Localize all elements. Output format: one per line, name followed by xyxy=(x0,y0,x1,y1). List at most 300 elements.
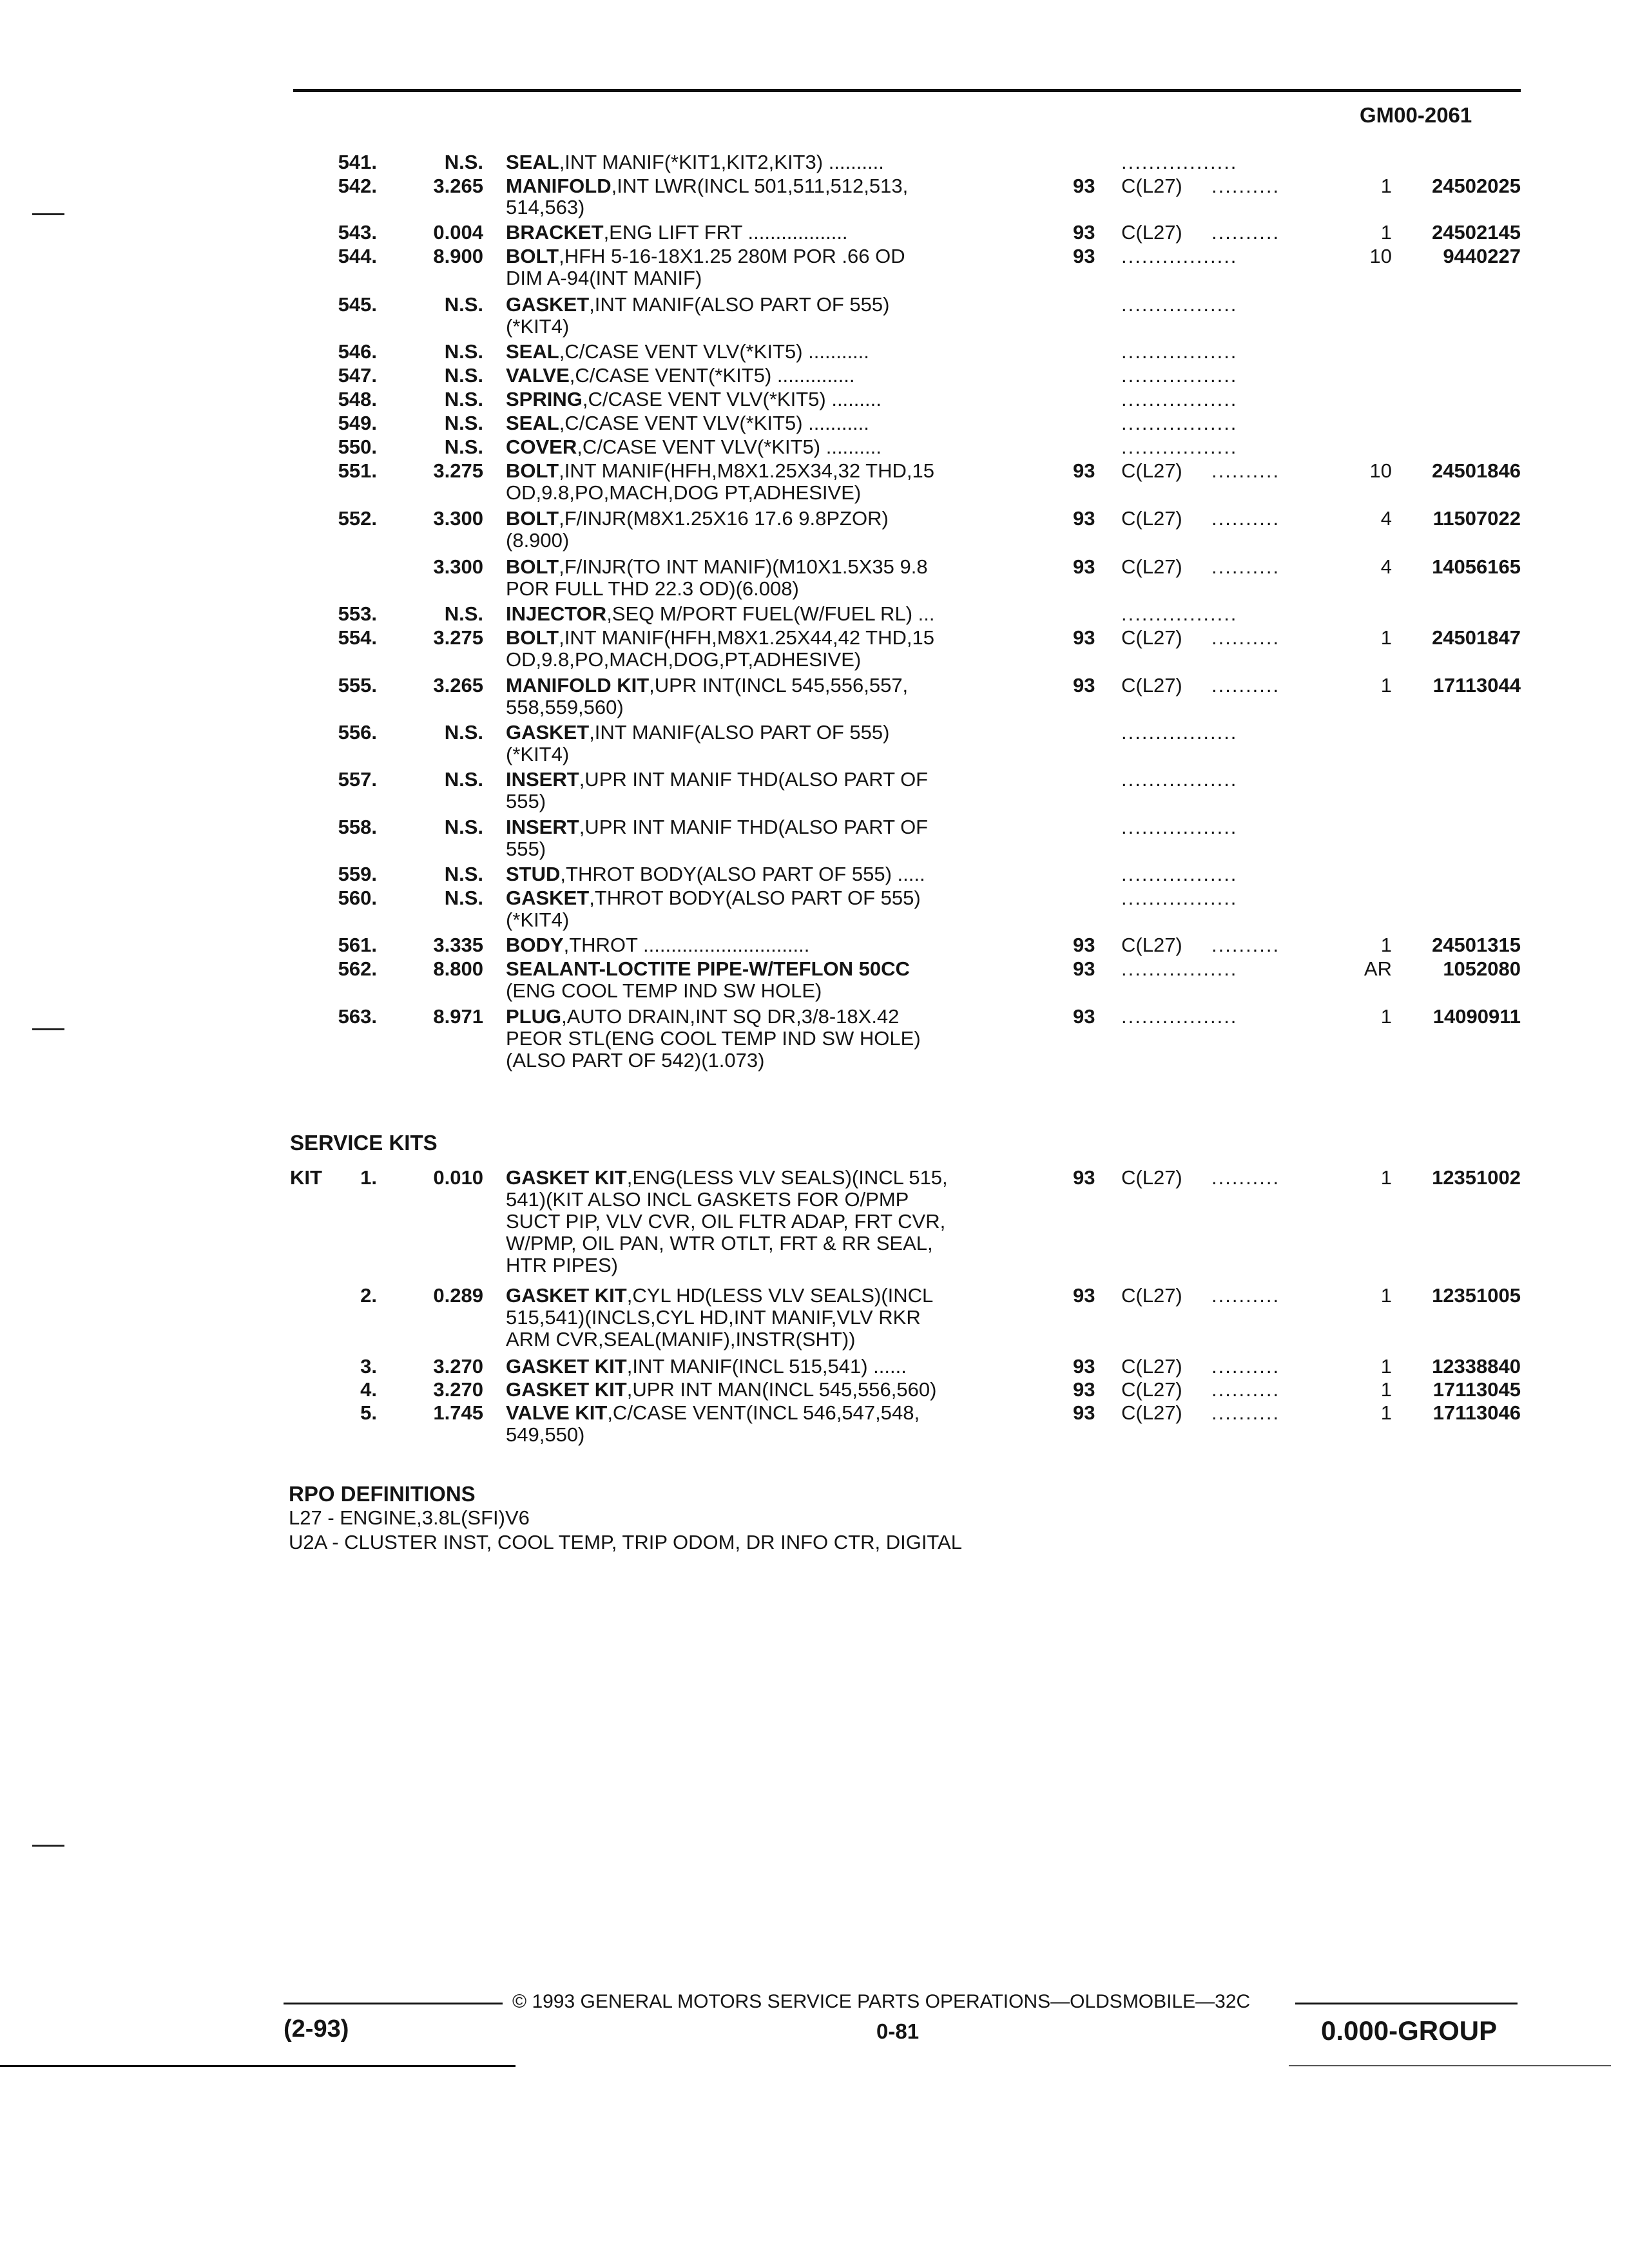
quantity: 1 xyxy=(1380,674,1392,697)
description xyxy=(506,267,702,289)
part-detail: ,C/CASE VENT(INCL 546,547,548, xyxy=(607,1401,920,1424)
service-kits-heading: SERVICE KITS xyxy=(290,1131,438,1155)
model-year: 93 xyxy=(1073,1378,1095,1401)
part-detail: ,INT MANIF(ALSO PART OF 555) xyxy=(589,721,890,744)
item-number: 551. xyxy=(338,459,377,482)
quantity: 10 xyxy=(1369,245,1392,267)
part-detail: ARM CVR,SEAL(MANIF),INSTR(SHT)) xyxy=(506,1328,856,1350)
part-detail: ,THROT BODY(ALSO PART OF 555) xyxy=(560,863,892,885)
leader-dots: .............. xyxy=(776,364,855,387)
part-detail: OD,9.8,PO,MACH,DOG,PT,ADHESIVE) xyxy=(506,648,862,671)
part-number: 17113046 xyxy=(1432,1401,1521,1424)
leader-dots: .......... xyxy=(1211,1285,1280,1307)
description xyxy=(506,769,928,791)
part-name: BODY xyxy=(506,934,564,956)
part-name: GASKET KIT xyxy=(506,1378,627,1401)
part-name: BOLT xyxy=(506,555,559,578)
group-number: 3.335 xyxy=(433,934,483,956)
rpo-line: U2A - CLUSTER INST, COOL TEMP, TRIP ODOM, DR INFO CTR, DIGITAL xyxy=(289,1531,962,1553)
leader-dots: ......... xyxy=(831,388,882,410)
description xyxy=(506,436,882,458)
part-number: 24501847 xyxy=(1432,626,1521,649)
leader-dots: .................. xyxy=(747,221,848,244)
item-number: 544. xyxy=(338,245,377,267)
rpo-code: C(L27) xyxy=(1121,1166,1182,1189)
description xyxy=(506,1254,618,1276)
quantity: 1 xyxy=(1380,1005,1392,1028)
description xyxy=(506,508,889,530)
part-detail: ,ENG LIFT FRT xyxy=(603,221,742,244)
part-detail: 555) xyxy=(506,790,546,812)
leader-dots: ..... xyxy=(897,863,925,885)
description xyxy=(506,697,624,718)
table-row xyxy=(0,722,1629,744)
part-detail: ,UPR INT MANIF THD(ALSO PART OF xyxy=(579,816,929,838)
part-number: 24501315 xyxy=(1432,934,1521,956)
table-row xyxy=(0,294,1629,316)
description xyxy=(506,1167,948,1189)
item-number: 5. xyxy=(360,1401,377,1424)
part-detail: ,CYL HD(LESS VLV SEALS)(INCL xyxy=(626,1284,934,1307)
leader-dots: ................. xyxy=(1121,769,1238,791)
item-number: 553. xyxy=(338,602,377,625)
description xyxy=(506,958,910,980)
table-row xyxy=(0,649,1629,671)
table-row xyxy=(0,412,1629,434)
leader-dots: .......... xyxy=(1211,1402,1280,1424)
description xyxy=(506,980,822,1002)
leader-dots: ................. xyxy=(1121,958,1238,980)
rpo-code: C(L27) xyxy=(1121,934,1182,956)
table-row xyxy=(0,675,1629,697)
description xyxy=(506,556,928,578)
part-detail: ,C/CASE VENT VLV(*KIT5) xyxy=(582,388,826,410)
part-name: COVER xyxy=(506,436,577,458)
table-row xyxy=(0,1329,1629,1350)
part-number: 9440227 xyxy=(1443,245,1521,267)
item-number: 3. xyxy=(360,1355,377,1378)
table-row xyxy=(0,1050,1629,1072)
leader-dots: ................. xyxy=(1121,389,1238,410)
leader-dots: ................. xyxy=(1121,1006,1238,1028)
leader-dots: .......... xyxy=(1211,460,1280,482)
leader-dots: ........... xyxy=(808,412,869,434)
group-number: 8.800 xyxy=(433,957,483,980)
quantity: 1 xyxy=(1380,221,1392,244)
table-row xyxy=(0,603,1629,625)
part-number: 24502145 xyxy=(1432,221,1521,244)
table-row xyxy=(0,197,1629,218)
table-row xyxy=(0,1402,1629,1424)
description xyxy=(506,1424,584,1446)
part-detail: 515,541)(INCLS,CYL HD,INT MANIF,VLV RKR xyxy=(506,1306,921,1329)
item-number: 4. xyxy=(360,1378,377,1401)
top-rule xyxy=(293,89,1521,92)
table-row xyxy=(0,934,1629,956)
description xyxy=(506,482,861,504)
group-number: 8.900 xyxy=(433,245,483,267)
table-row xyxy=(0,245,1629,267)
table-row xyxy=(0,1356,1629,1378)
part-detail: ,F/INJR(M8X1.25X16 17.6 9.8PZOR) xyxy=(559,507,889,530)
part-detail: ,C/CASE VENT VLV(*KIT5) xyxy=(559,412,803,434)
part-name: BOLT xyxy=(506,245,559,267)
leader-dots: ................. xyxy=(1121,341,1238,363)
quantity: AR xyxy=(1364,957,1392,980)
model-year: 93 xyxy=(1073,221,1095,244)
part-detail: 555) xyxy=(506,838,546,860)
description xyxy=(506,863,925,885)
leader-dots: ................. xyxy=(1121,863,1238,885)
part-detail: ,THROT BODY(ALSO PART OF 555) xyxy=(589,887,921,909)
item-number: 563. xyxy=(338,1005,377,1028)
rpo-code: C(L27) xyxy=(1121,555,1182,578)
group-number: 3.265 xyxy=(433,175,483,197)
part-number: 14090911 xyxy=(1432,1005,1521,1028)
leader-dots: ................. xyxy=(1121,294,1238,316)
group-number: N.S. xyxy=(444,364,483,387)
item-number: 541. xyxy=(338,151,377,173)
description xyxy=(506,412,869,434)
quantity: 4 xyxy=(1380,555,1392,578)
item-number: 546. xyxy=(338,340,377,363)
part-number: 24501846 xyxy=(1432,459,1521,482)
leader-dots: ................. xyxy=(1121,722,1238,744)
table-row xyxy=(0,1379,1629,1401)
quantity: 1 xyxy=(1380,626,1392,649)
item-number: 552. xyxy=(338,507,377,530)
description xyxy=(506,389,882,410)
description xyxy=(506,603,934,625)
part-number: 17113044 xyxy=(1432,674,1521,697)
part-name: SEAL xyxy=(506,340,559,363)
leader-dots: .......... xyxy=(1211,175,1280,197)
part-number: 11507022 xyxy=(1432,507,1521,530)
description xyxy=(506,578,799,600)
model-year: 93 xyxy=(1073,1355,1095,1378)
part-number: 1052080 xyxy=(1443,957,1521,980)
description xyxy=(506,1329,856,1350)
part-detail: ,THROT xyxy=(563,934,638,956)
leader-dots: .......... xyxy=(1211,934,1280,956)
group-number: N.S. xyxy=(444,863,483,885)
description xyxy=(506,197,584,218)
part-name: GASKET KIT xyxy=(506,1355,627,1378)
description xyxy=(506,887,921,909)
table-row xyxy=(0,341,1629,363)
leader-dots: ... xyxy=(918,602,935,625)
part-detail: ,INT MANIF(*KIT1,KIT2,KIT3) xyxy=(559,151,824,173)
part-detail: POR FULL THD 22.3 OD)(6.008) xyxy=(506,577,799,600)
part-name: STUD xyxy=(506,863,561,885)
bottom-rule-right xyxy=(1289,2065,1611,2066)
description xyxy=(506,530,569,552)
table-row xyxy=(0,980,1629,1002)
part-name: SPRING xyxy=(506,388,583,410)
group-number: N.S. xyxy=(444,293,483,316)
part-detail: PEOR STL(ENG COOL TEMP IND SW HOLE) xyxy=(506,1027,921,1050)
leader-dots: ................. xyxy=(1121,412,1238,434)
part-detail: SUCT PIP, VLV CVR, OIL FLTR ADAP, FRT CVR, xyxy=(506,1210,946,1233)
rpo-code: C(L27) xyxy=(1121,1401,1182,1424)
part-number: 12351005 xyxy=(1432,1284,1521,1307)
footer-copyright: © 1993 GENERAL MOTORS SERVICE PARTS OPERATIONS—OLDSMOBILE—32C xyxy=(512,1991,1251,2012)
part-name: SEALANT-LOCTITE PIPE-W/TEFLON 50CC xyxy=(506,957,910,980)
quantity: 1 xyxy=(1380,1284,1392,1307)
leader-dots: ................. xyxy=(1121,245,1238,267)
group-number: N.S. xyxy=(444,768,483,791)
part-detail: ,C/CASE VENT VLV(*KIT5) xyxy=(559,340,803,363)
group-number: N.S. xyxy=(444,436,483,458)
item-number: 561. xyxy=(338,934,377,956)
table-row xyxy=(0,958,1629,980)
part-detail: (*KIT4) xyxy=(506,315,570,338)
table-row xyxy=(0,838,1629,860)
model-year: 93 xyxy=(1073,934,1095,956)
table-row xyxy=(0,222,1629,244)
part-name: SEAL xyxy=(506,412,559,434)
table-row xyxy=(0,151,1629,173)
group-number: 3.265 xyxy=(433,674,483,697)
part-detail: ,INT MANIF(INCL 515,541) ...... xyxy=(626,1355,907,1378)
item-number: 542. xyxy=(338,175,377,197)
table-row xyxy=(0,1211,1629,1233)
model-year: 93 xyxy=(1073,674,1095,697)
group-number: N.S. xyxy=(444,721,483,744)
part-name: MANIFOLD xyxy=(506,175,612,197)
part-name: VALVE KIT xyxy=(506,1401,608,1424)
description xyxy=(506,744,569,765)
part-name: GASKET xyxy=(506,721,590,744)
part-detail: ,UPR INT(INCL 545,556,557, xyxy=(649,674,909,697)
quantity: 4 xyxy=(1380,507,1392,530)
item-number: 547. xyxy=(338,364,377,387)
part-name: VALVE xyxy=(506,364,570,387)
table-row xyxy=(0,365,1629,387)
group-number: N.S. xyxy=(444,887,483,909)
table-row xyxy=(0,1167,1629,1189)
description xyxy=(506,460,934,482)
page-number: 0-81 xyxy=(876,2019,920,2043)
part-number: 24502025 xyxy=(1432,175,1521,197)
rpo-code: C(L27) xyxy=(1121,1284,1182,1307)
part-name: BRACKET xyxy=(506,221,604,244)
description xyxy=(506,1233,933,1254)
footer-group: 0.000-GROUP xyxy=(1321,2015,1498,2046)
leader-dots: .......... xyxy=(1211,627,1280,649)
item-number: 556. xyxy=(338,721,377,744)
part-detail: ,INT MANIF(HFH,M8X1.25X44,42 THD,15 xyxy=(559,626,934,649)
rpo-code: C(L27) xyxy=(1121,1355,1182,1378)
leader-dots: ................. xyxy=(1121,887,1238,909)
description xyxy=(506,1211,945,1233)
group-number: 3.270 xyxy=(433,1378,483,1401)
group-number: 8.971 xyxy=(433,1005,483,1028)
description xyxy=(506,341,869,363)
margin-mark xyxy=(32,1845,64,1847)
table-row xyxy=(0,316,1629,338)
item-number: 1. xyxy=(360,1166,377,1189)
description xyxy=(506,838,546,860)
leader-dots: .............................. xyxy=(643,934,810,956)
quantity: 1 xyxy=(1380,934,1392,956)
description xyxy=(506,675,908,697)
part-detail: 514,563) xyxy=(506,196,585,218)
part-detail: ,INT MANIF(HFH,M8X1.25X34,32 THD,15 xyxy=(559,459,934,482)
rpo-code: C(L27) xyxy=(1121,1378,1182,1401)
part-detail: (ALSO PART OF 542)(1.073) xyxy=(506,1049,765,1072)
item-number: 557. xyxy=(338,768,377,791)
rpo-code: C(L27) xyxy=(1121,507,1182,530)
part-name: GASKET KIT xyxy=(506,1284,627,1307)
leader-dots: ................. xyxy=(1121,365,1238,387)
table-row xyxy=(0,1006,1629,1028)
description xyxy=(506,245,905,267)
part-number: 12351002 xyxy=(1432,1166,1521,1189)
group-number: 0.289 xyxy=(433,1284,483,1307)
group-number: 0.010 xyxy=(433,1166,483,1189)
model-year: 93 xyxy=(1073,459,1095,482)
table-row xyxy=(0,627,1629,649)
description xyxy=(506,365,854,387)
part-detail: DIM A-94(INT MANIF) xyxy=(506,267,702,289)
part-name: INSERT xyxy=(506,768,579,791)
kit-label: KIT xyxy=(290,1166,322,1189)
part-detail: 549,550) xyxy=(506,1423,585,1446)
item-number: 549. xyxy=(338,412,377,434)
table-row xyxy=(0,887,1629,909)
description xyxy=(506,1028,921,1050)
part-name: BOLT xyxy=(506,459,559,482)
description xyxy=(506,175,908,197)
description xyxy=(506,1379,936,1401)
model-year: 93 xyxy=(1073,245,1095,267)
leader-dots: ................. xyxy=(1121,151,1238,173)
table-row xyxy=(0,1254,1629,1276)
part-detail: ,F/INJR(TO INT MANIF)(M10X1.5X35 9.8 xyxy=(559,555,928,578)
table-row xyxy=(0,1233,1629,1254)
group-number: 3.275 xyxy=(433,459,483,482)
table-row xyxy=(0,508,1629,530)
footer-rule-right xyxy=(1295,2003,1518,2004)
group-number: N.S. xyxy=(444,602,483,625)
model-year: 93 xyxy=(1073,175,1095,197)
leader-dots: .......... xyxy=(1211,508,1280,530)
group-number: N.S. xyxy=(444,151,483,173)
quantity: 1 xyxy=(1380,1401,1392,1424)
part-number: 17113045 xyxy=(1432,1378,1521,1401)
model-year: 93 xyxy=(1073,1166,1095,1189)
model-year: 93 xyxy=(1073,1284,1095,1307)
table-row xyxy=(0,1285,1629,1307)
rpo-code: C(L27) xyxy=(1121,674,1182,697)
group-number: 3.275 xyxy=(433,626,483,649)
rpo-heading: RPO DEFINITIONS xyxy=(289,1482,476,1506)
table-row xyxy=(0,697,1629,718)
part-detail: ,INT MANIF(ALSO PART OF 555) xyxy=(589,293,890,316)
table-row xyxy=(0,389,1629,410)
group-number: N.S. xyxy=(444,816,483,838)
part-name: BOLT xyxy=(506,507,559,530)
part-name: INJECTOR xyxy=(506,602,607,625)
item-number: 554. xyxy=(338,626,377,649)
table-row xyxy=(0,267,1629,289)
leader-dots: ................. xyxy=(1121,436,1238,458)
rpo-code: C(L27) xyxy=(1121,459,1182,482)
group-number: 1.745 xyxy=(433,1401,483,1424)
description xyxy=(506,1006,899,1028)
part-name: GASKET xyxy=(506,887,590,909)
part-name: MANIFOLD KIT xyxy=(506,674,650,697)
group-number: N.S. xyxy=(444,412,483,434)
item-number: 558. xyxy=(338,816,377,838)
footer-date: (2-93) xyxy=(284,2015,349,2042)
model-year: 93 xyxy=(1073,555,1095,578)
table-row xyxy=(0,436,1629,458)
model-year: 93 xyxy=(1073,1401,1095,1424)
table-row xyxy=(0,556,1629,578)
rpo-code: C(L27) xyxy=(1121,221,1182,244)
part-detail: ,INT LWR(INCL 501,511,512,513, xyxy=(611,175,909,197)
part-detail: OD,9.8,PO,MACH,DOG PT,ADHESIVE) xyxy=(506,481,862,504)
table-row xyxy=(0,578,1629,600)
footer-rule-left xyxy=(284,2003,503,2004)
table-row xyxy=(0,175,1629,197)
description xyxy=(506,1307,921,1329)
part-name: INSERT xyxy=(506,816,579,838)
rpo-line: L27 - ENGINE,3.8L(SFI)V6 xyxy=(289,1506,530,1529)
item-number: 555. xyxy=(338,674,377,697)
part-number: 12338840 xyxy=(1432,1355,1521,1378)
model-year: 93 xyxy=(1073,626,1095,649)
group-number: 3.300 xyxy=(433,507,483,530)
quantity: 1 xyxy=(1380,175,1392,197)
part-detail: ,ENG(LESS VLV SEALS)(INCL 515, xyxy=(626,1166,948,1189)
table-row xyxy=(0,530,1629,552)
table-row xyxy=(0,1424,1629,1446)
table-row xyxy=(0,769,1629,791)
quantity: 1 xyxy=(1380,1378,1392,1401)
description xyxy=(506,294,889,316)
part-detail: ,C/CASE VENT(*KIT5) xyxy=(569,364,772,387)
description xyxy=(506,1285,933,1307)
table-row xyxy=(0,460,1629,482)
part-detail: HTR PIPES) xyxy=(506,1254,618,1276)
description xyxy=(506,934,809,956)
part-detail: (ENG COOL TEMP IND SW HOLE) xyxy=(506,979,822,1002)
part-name: PLUG xyxy=(506,1005,562,1028)
description xyxy=(506,1050,764,1072)
table-row xyxy=(0,1189,1629,1211)
leader-dots: .......... xyxy=(825,436,882,458)
table-row xyxy=(0,816,1629,838)
description xyxy=(506,1402,920,1424)
item-number: 543. xyxy=(338,221,377,244)
document-code: GM00-2061 xyxy=(1360,103,1472,127)
leader-dots: ........... xyxy=(808,340,869,363)
quantity: 1 xyxy=(1380,1166,1392,1189)
table-row xyxy=(0,791,1629,812)
leader-dots: .......... xyxy=(1211,1356,1280,1378)
part-detail: (*KIT4) xyxy=(506,908,570,931)
group-number: 0.004 xyxy=(433,221,483,244)
leader-dots: .......... xyxy=(1211,222,1280,244)
item-number: 559. xyxy=(338,863,377,885)
part-detail: ,C/CASE VENT VLV(*KIT5) xyxy=(577,436,821,458)
part-detail: ,AUTO DRAIN,INT SQ DR,3/8-18X.42 xyxy=(561,1005,900,1028)
leader-dots: ................. xyxy=(1121,816,1238,838)
model-year: 93 xyxy=(1073,507,1095,530)
